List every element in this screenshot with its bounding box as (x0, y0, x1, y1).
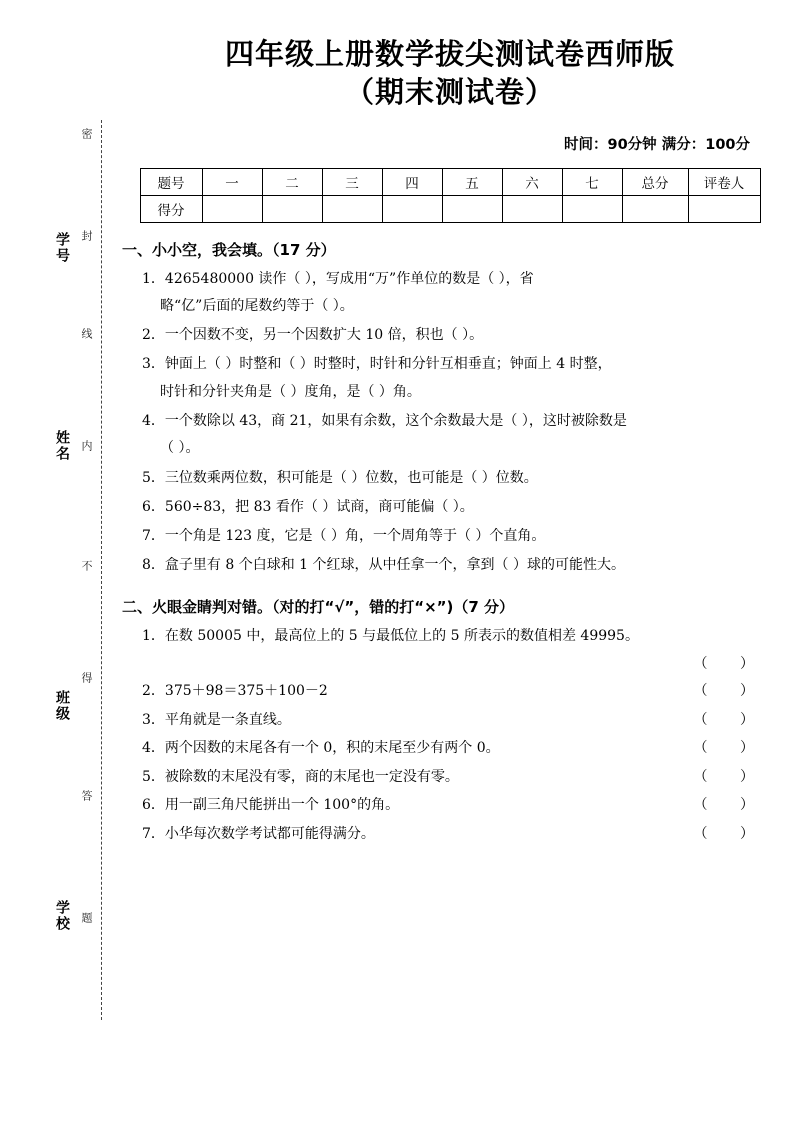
exam-meta: 时间：90分钟 满分：100分 (564, 136, 750, 153)
score-table-col-6: 六 (502, 168, 562, 195)
page-title: 四年级上册数学拔尖测试卷西师版 (224, 37, 675, 71)
score-cell-5[interactable] (442, 195, 502, 222)
judge-item-5-text: 5．被除数的末尾没有零，商的末尾也一定没有零。 (142, 768, 459, 785)
question-1-1 (120, 266, 780, 321)
judge-item-3-text: 3．平角就是一条直线。 (142, 711, 291, 728)
question-1-2-line1: 2．一个因数不变，另一个因数扩大 10 倍，积也（ ）。 (142, 327, 484, 344)
judge-item-4-text: 4．两个因数的末尾各有一个 0，积的末尾至少有两个 0。 (142, 740, 500, 757)
question-1-3 (120, 351, 780, 406)
seal-label-da: 答 (80, 790, 93, 803)
judge-item-3 (120, 707, 780, 734)
field-student-name: 姓名 (54, 430, 70, 462)
question-1-3-line2: 时针和分针夹角是（ ）度角，是（ ）角。 (160, 383, 421, 400)
table-row (140, 168, 760, 195)
judge-item-2-answer[interactable]: （ ） (693, 682, 768, 699)
judge-item-2 (120, 678, 780, 705)
score-cell-2[interactable] (262, 195, 322, 222)
question-1-2 (120, 322, 780, 349)
seal-label-ti: 题 (80, 912, 93, 925)
judge-item-3-answer[interactable]: （ ） (693, 711, 768, 728)
judge-item-6-text: 6．用一副三角尺能拼出一个 100°的角。 (142, 797, 400, 814)
score-table-col-1: 一 (202, 168, 262, 195)
seal-label-bu: 不 (80, 560, 93, 573)
judge-item-5 (120, 764, 780, 791)
judge-item-2-text: 2．375＋98＝375＋100－2 (142, 682, 328, 699)
section-true-false (120, 596, 780, 848)
question-1-7 (120, 523, 780, 550)
score-table-col-marker: 评卷人 (688, 168, 760, 195)
table-row (140, 195, 760, 222)
score-cell-7[interactable] (562, 195, 622, 222)
seal-label-nei: 内 (80, 440, 93, 453)
question-1-8 (120, 552, 780, 579)
score-table-col-total: 总分 (622, 168, 688, 195)
score-table (140, 168, 761, 223)
score-cell-marker[interactable] (688, 195, 760, 222)
question-1-8-line1: 8．盒子里有 8 个白球和 1 个红球，从中任拿一个，拿到（ ）球的可能性大。 (142, 557, 625, 574)
judge-item-1-text: 1．在数 50005 中，最高位上的 5 与最低位上的 5 所表示的数值相差 49995。 (142, 627, 639, 644)
score-cell-1[interactable] (202, 195, 262, 222)
judge-item-6-answer[interactable]: （ ） (693, 797, 768, 814)
score-table-row-label-2: 得分 (140, 195, 202, 222)
question-1-6-line1: 6．560÷83，把 83 看作（ ）试商，商可能偏（ ）。 (142, 498, 474, 515)
seal-label-xian: 线 (80, 328, 93, 341)
section1-heading: 一、小小空，我会填。（17 分） (122, 240, 336, 259)
judge-item-4 (120, 735, 780, 762)
question-1-4-line2: （ ）。 (160, 440, 200, 457)
score-cell-4[interactable] (382, 195, 442, 222)
judge-item-7-answer[interactable]: （ ） (693, 825, 768, 842)
question-1-3-line1: 3．钟面上（ ）时整和（ ）时整时，时针和分针互相垂直；钟面上 4 时整， (142, 356, 612, 373)
score-cell-6[interactable] (502, 195, 562, 222)
seal-label-de: 得 (80, 672, 93, 685)
question-1-1-line1: 1．4265480000 读作（ ），写成用“万”作单位的数是（ ），省 (142, 270, 534, 287)
section2-heading: 二、火眼金睛判对错。（对的打“√”，错的打“×”)（7 分） (122, 597, 515, 616)
question-1-4-line1: 4．一个数除以 43，商 21，如果有余数，这个余数最大是（ ），这时被除数是 (142, 412, 627, 429)
question-1-6 (120, 494, 780, 521)
page-subtitle: （期末测试卷） (344, 75, 555, 110)
question-1-5-line1: 5．三位数乘两位数，积可能是（ ）位数，也可能是（ ）位数。 (142, 469, 538, 486)
score-table-col-3: 三 (322, 168, 382, 195)
score-table-col-7: 七 (562, 168, 622, 195)
judge-item-5-answer[interactable]: （ ） (693, 768, 768, 785)
score-cell-3[interactable] (322, 195, 382, 222)
score-table-col-5: 五 (442, 168, 502, 195)
score-table-col-4: 四 (382, 168, 442, 195)
field-student-number: 学号 (54, 232, 70, 264)
score-cell-total[interactable] (622, 195, 688, 222)
judge-item-1-answer[interactable]: （ ） (693, 656, 768, 673)
judge-item-7 (120, 821, 780, 848)
left-margin-strip (0, 0, 110, 1122)
seal-label-feng: 封 (80, 230, 93, 243)
seal-label-mi: 密 (80, 128, 93, 141)
judge-item-1 (120, 623, 780, 650)
field-class: 班级 (54, 690, 70, 722)
question-1-5 (120, 465, 780, 492)
score-table-row-label: 题号 (140, 168, 202, 195)
exam-paper (120, 0, 780, 1122)
fold-dashed-line (101, 120, 102, 1020)
section-fill-in-blanks (120, 239, 780, 580)
question-1-7-line1: 7．一个角是 123 度，它是（ ）角，一个周角等于（ ）个直角。 (142, 528, 546, 545)
judge-item-7-text: 7．小华每次数学考试都可能得满分。 (142, 825, 375, 842)
judge-item-6 (120, 792, 780, 819)
question-1-1-line2: 略“亿”后面的尾数约等于（ ）。 (160, 297, 354, 314)
field-school: 学校 (54, 900, 70, 932)
question-1-4 (120, 408, 780, 463)
score-table-col-2: 二 (262, 168, 322, 195)
judge-item-4-answer[interactable]: （ ） (693, 740, 768, 757)
